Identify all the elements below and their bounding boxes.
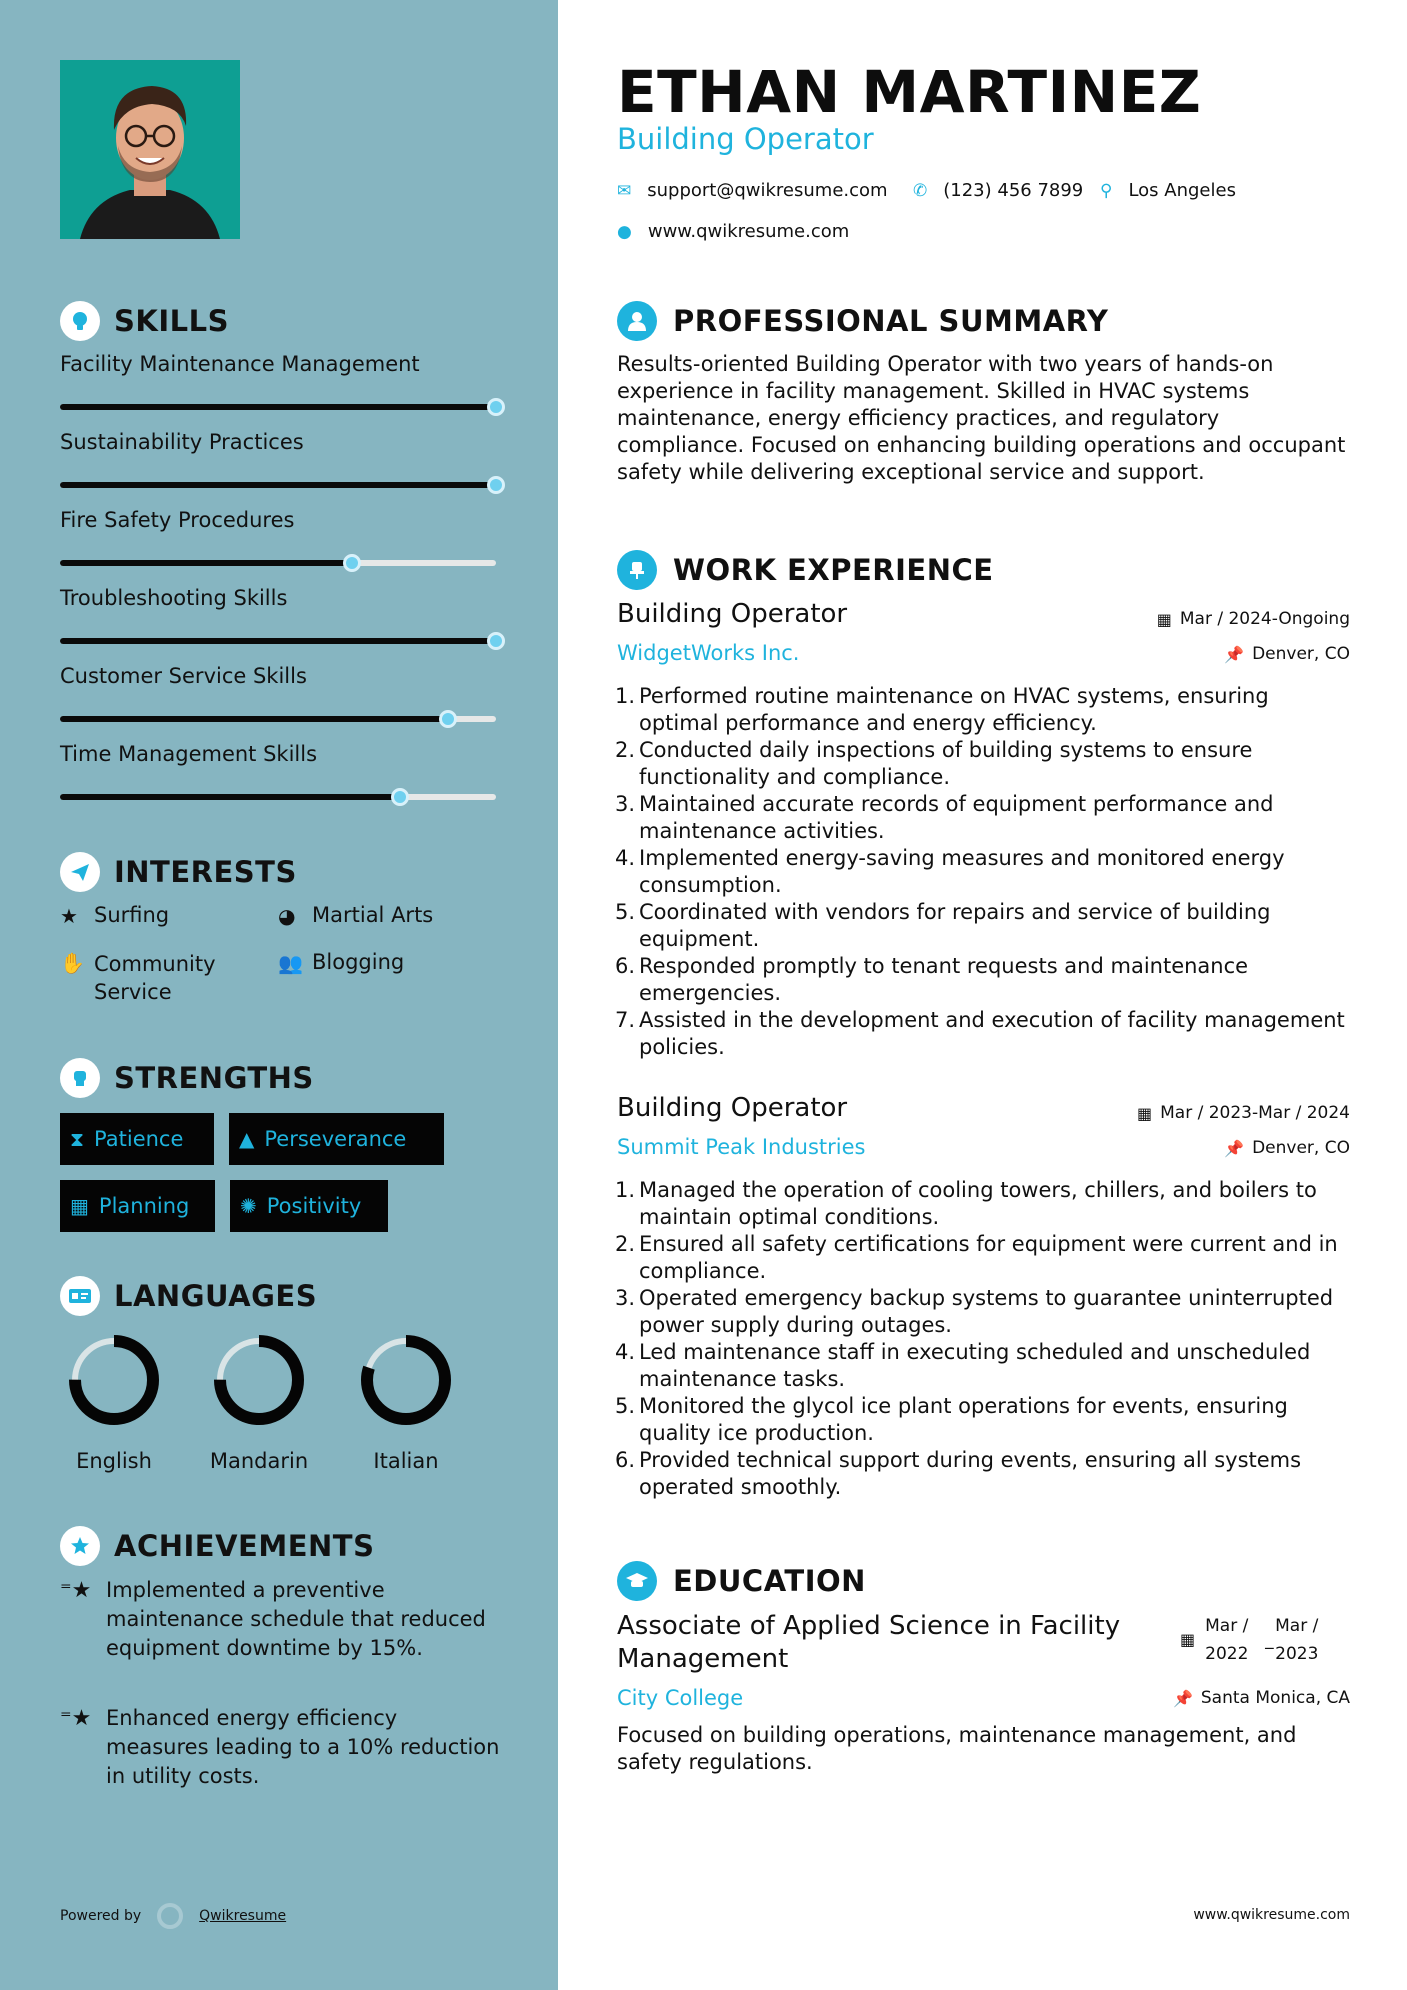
strength-label: Perseverance [264, 1127, 407, 1151]
interests-header [60, 852, 297, 892]
skill-bar [60, 560, 496, 566]
location-text: Los Angeles [1128, 180, 1236, 201]
job-company: WidgetWorks Inc. [617, 641, 800, 665]
qwikresume-logo-icon [157, 1903, 183, 1929]
interest-item [278, 903, 433, 929]
skill-bar-knob [343, 554, 361, 572]
email-text: support@qwikresume.com [647, 180, 888, 201]
lightbulb-icon [60, 301, 100, 341]
skill-item [60, 742, 500, 766]
interest-label: Community Service [94, 952, 216, 1004]
list-item: 5. Monitored the glycol ice plant operations for events, ensuring quality ice production. [614, 1394, 1288, 1445]
skill-item [60, 586, 500, 610]
list-item: 2. Ensured all safety certifications for equipment were current and in compliance. [614, 1232, 1338, 1283]
candidate-name: ETHAN MARTINEZ [617, 58, 1202, 126]
job-duties [611, 1177, 1351, 1501]
job-dates-text: Mar / 2023-Mar / 2024 [1160, 1103, 1350, 1123]
job-location-text: Denver, CO [1252, 644, 1350, 664]
achievements-title: ACHIEVEMENTS [114, 1529, 375, 1563]
job-dates-text: Mar / 2024-Ongoing [1179, 609, 1350, 629]
language-name: Mandarin [209, 1449, 309, 1473]
candidate-role: Building Operator [617, 122, 874, 156]
qwikresume-link[interactable]: Qwikresume [199, 1908, 287, 1924]
achievement-text: Implemented a preventive maintenance schedule that reduced equipment downtime by 15%. [106, 1578, 486, 1660]
skill-bar [60, 716, 496, 722]
globe-icon: ● [617, 221, 632, 242]
job-location [1224, 644, 1350, 664]
job-location [1224, 1138, 1350, 1158]
envelope-icon: ✉ [617, 180, 632, 201]
education-header [617, 1561, 866, 1601]
strengths-title: STRENGTHS [114, 1061, 314, 1095]
skill-bar-fill [60, 404, 496, 410]
skill-bar [60, 404, 496, 410]
strength-badge [60, 1113, 214, 1165]
interest-label: Surfing [94, 903, 170, 927]
calendar-icon: ▦ [1156, 609, 1172, 629]
strength-badge [229, 1113, 444, 1165]
skill-bar-knob [487, 398, 505, 416]
school-name: City College [617, 1686, 744, 1710]
phone-text: (123) 456 7899 [943, 180, 1084, 201]
achievement-item [60, 1576, 500, 1663]
powered-by [60, 1903, 286, 1929]
education-end: Mar / 2023 [1275, 1616, 1319, 1664]
job-title: Building Operator [617, 1093, 848, 1123]
language-item [356, 1333, 456, 1473]
skill-name: Time Management Skills [60, 742, 318, 766]
education-location [1173, 1688, 1350, 1708]
skill-bar-fill [60, 638, 496, 644]
strength-badge [60, 1180, 215, 1232]
website-text: www.qwikresume.com [647, 221, 850, 242]
skill-bar [60, 794, 496, 800]
language-ring [359, 1333, 453, 1427]
hourglass-icon: ⧗ [70, 1127, 85, 1151]
pin-icon: 📌 [1224, 1138, 1245, 1158]
users-icon: 👥 [278, 951, 303, 975]
job-location-text: Denver, CO [1252, 1138, 1350, 1158]
list-item: 5. Coordinated with vendors for repairs and service of building equipment. [614, 900, 1271, 951]
pin-icon: 📌 [1224, 644, 1245, 664]
list-item: 1. Managed the operation of cooling towers, chillers, and boilers to maintain optimal conditions. [614, 1178, 1317, 1229]
contact-phone[interactable] [913, 180, 1083, 201]
user-icon [617, 301, 657, 341]
list-item: 7. Assisted in the development and execution of facility management policies. [614, 1008, 1345, 1059]
skill-name: Fire Safety Procedures [60, 508, 295, 532]
calendar-icon: ▦ [1136, 1103, 1153, 1123]
education-dates: ▦ Mar / 2022 _ Mar / 2023 [1180, 1612, 1331, 1668]
job-dates [1137, 1103, 1350, 1123]
language-ring [212, 1333, 306, 1427]
contact-website[interactable] [617, 221, 849, 242]
strength-label: Patience [94, 1127, 184, 1151]
interest-item [278, 950, 404, 976]
list-item: 6. Provided technical support during events, ensuring all systems operated smoothly. [614, 1448, 1302, 1499]
interests-title: INTERESTS [114, 855, 297, 889]
skill-bar-fill [60, 482, 496, 488]
sidebar [0, 0, 558, 1990]
list-item: 4. Implemented energy-saving measures and monitored energy consumption. [614, 846, 1285, 897]
list-item: 1. Performed routine maintenance on HVAC systems, ensuring optimal performance and energy efficiency. [614, 684, 1269, 735]
paper-plane-icon [60, 852, 100, 892]
interest-label: Martial Arts [312, 903, 434, 927]
contact-email[interactable] [617, 180, 888, 201]
skill-item [60, 352, 500, 376]
shooting-star-icon: ⁼★ [60, 1578, 92, 1603]
graduation-cap-icon [617, 1561, 657, 1601]
pin-icon: 📌 [1172, 1688, 1193, 1708]
strengths-header [60, 1058, 314, 1098]
achievement-text: Enhanced energy efficiency measures leading to a 10% reduction in utility costs. [106, 1706, 500, 1788]
hand-icon: ✋ [60, 951, 85, 975]
skill-bar-fill [60, 560, 352, 566]
strength-label: Planning [98, 1194, 190, 1218]
language-item [209, 1333, 309, 1473]
powered-by-label: Powered by [60, 1908, 142, 1924]
contact-location [1100, 180, 1236, 201]
language-card-icon [60, 1276, 100, 1316]
map-pin-icon: ⚲ [1100, 180, 1113, 201]
calendar-icon: ▦ [70, 1194, 89, 1218]
skill-name: Sustainability Practices [60, 430, 304, 454]
briefcase-chair-icon [617, 550, 657, 590]
globe-icon: ◕ [278, 904, 296, 928]
language-name: Italian [373, 1449, 439, 1473]
calendar-icon: ▦ [1180, 1630, 1196, 1649]
languages-header [60, 1276, 317, 1316]
job-title: Building Operator [617, 599, 848, 629]
list-item: 2. Conducted daily inspections of building systems to ensure functionality and compliance. [614, 738, 1253, 789]
experience-header [617, 550, 994, 590]
strength-label: Positivity [266, 1194, 362, 1218]
interest-item [60, 950, 260, 1006]
sun-icon: ✺ [240, 1194, 257, 1218]
binoculars-icon: ▲ [239, 1127, 255, 1151]
list-item: 3. Operated emergency backup systems to guarantee uninterrupted power supply during outages. [614, 1286, 1334, 1337]
summary-header [617, 301, 1108, 341]
job-dates [1157, 609, 1350, 629]
footer-url[interactable]: www.qwikresume.com [1193, 1907, 1350, 1923]
education-title: EDUCATION [673, 1564, 866, 1598]
skill-name: Troubleshooting Skills [60, 586, 288, 610]
experience-title: WORK EXPERIENCE [673, 553, 994, 587]
summary-title: PROFESSIONAL SUMMARY [673, 304, 1109, 338]
skill-name: Customer Service Skills [60, 664, 307, 688]
skill-bar-knob [439, 710, 457, 728]
skill-bar-knob [487, 632, 505, 650]
star-badge-icon [60, 1526, 100, 1566]
education-location-text: Santa Monica, CA [1200, 1688, 1350, 1708]
list-item: 4. Led maintenance staff in executing scheduled and unscheduled maintenance tasks. [614, 1340, 1311, 1391]
skills-header [60, 301, 229, 341]
interest-item [60, 903, 169, 929]
skill-item [60, 664, 500, 688]
list-item: 6. Responded promptly to tenant requests and maintenance emergencies. [614, 954, 1249, 1005]
job-company: Summit Peak Industries [617, 1135, 866, 1159]
skill-bar-fill [60, 716, 448, 722]
skills-title: SKILLS [114, 304, 229, 338]
skill-item [60, 430, 500, 454]
skill-bar-knob [487, 476, 505, 494]
skill-bar [60, 482, 496, 488]
skill-bar-fill [60, 794, 400, 800]
phone-icon: ✆ [913, 180, 928, 201]
skill-bar-knob [391, 788, 409, 806]
star-icon: ★ [60, 904, 78, 928]
avatar [60, 60, 240, 239]
language-name: English [76, 1449, 152, 1473]
shooting-star-icon: ⁼★ [60, 1706, 92, 1731]
education-start: Mar / 2022 [1205, 1616, 1249, 1664]
job-duties [611, 683, 1351, 1061]
achievement-item [60, 1704, 500, 1791]
degree-title: Associate of Applied Science in Facility Management [617, 1611, 1121, 1674]
fist-icon [60, 1058, 100, 1098]
interest-label: Blogging [312, 950, 405, 974]
education-description: Focused on building operations, maintenance management, and safety regulations. [617, 1723, 1297, 1774]
languages-title: LANGUAGES [114, 1279, 318, 1313]
achievements-header [60, 1526, 374, 1566]
strength-badge [230, 1180, 388, 1232]
language-ring [67, 1333, 161, 1427]
skill-name: Facility Maintenance Management [60, 352, 420, 376]
language-item [64, 1333, 164, 1473]
list-item: 3. Maintained accurate records of equipment performance and maintenance activities. [614, 792, 1274, 843]
profile-photo [60, 60, 240, 239]
skill-bar [60, 638, 496, 644]
skill-item [60, 508, 500, 532]
summary-text: Results-oriented Building Operator with two years of hands-on experience in facility management. Skilled in HVAC systems maintenance, energy efficiency practices, and regulatory compliance. Focused on enhancing building operations and occupant safety while delivering exceptional service and support. [617, 352, 1346, 484]
